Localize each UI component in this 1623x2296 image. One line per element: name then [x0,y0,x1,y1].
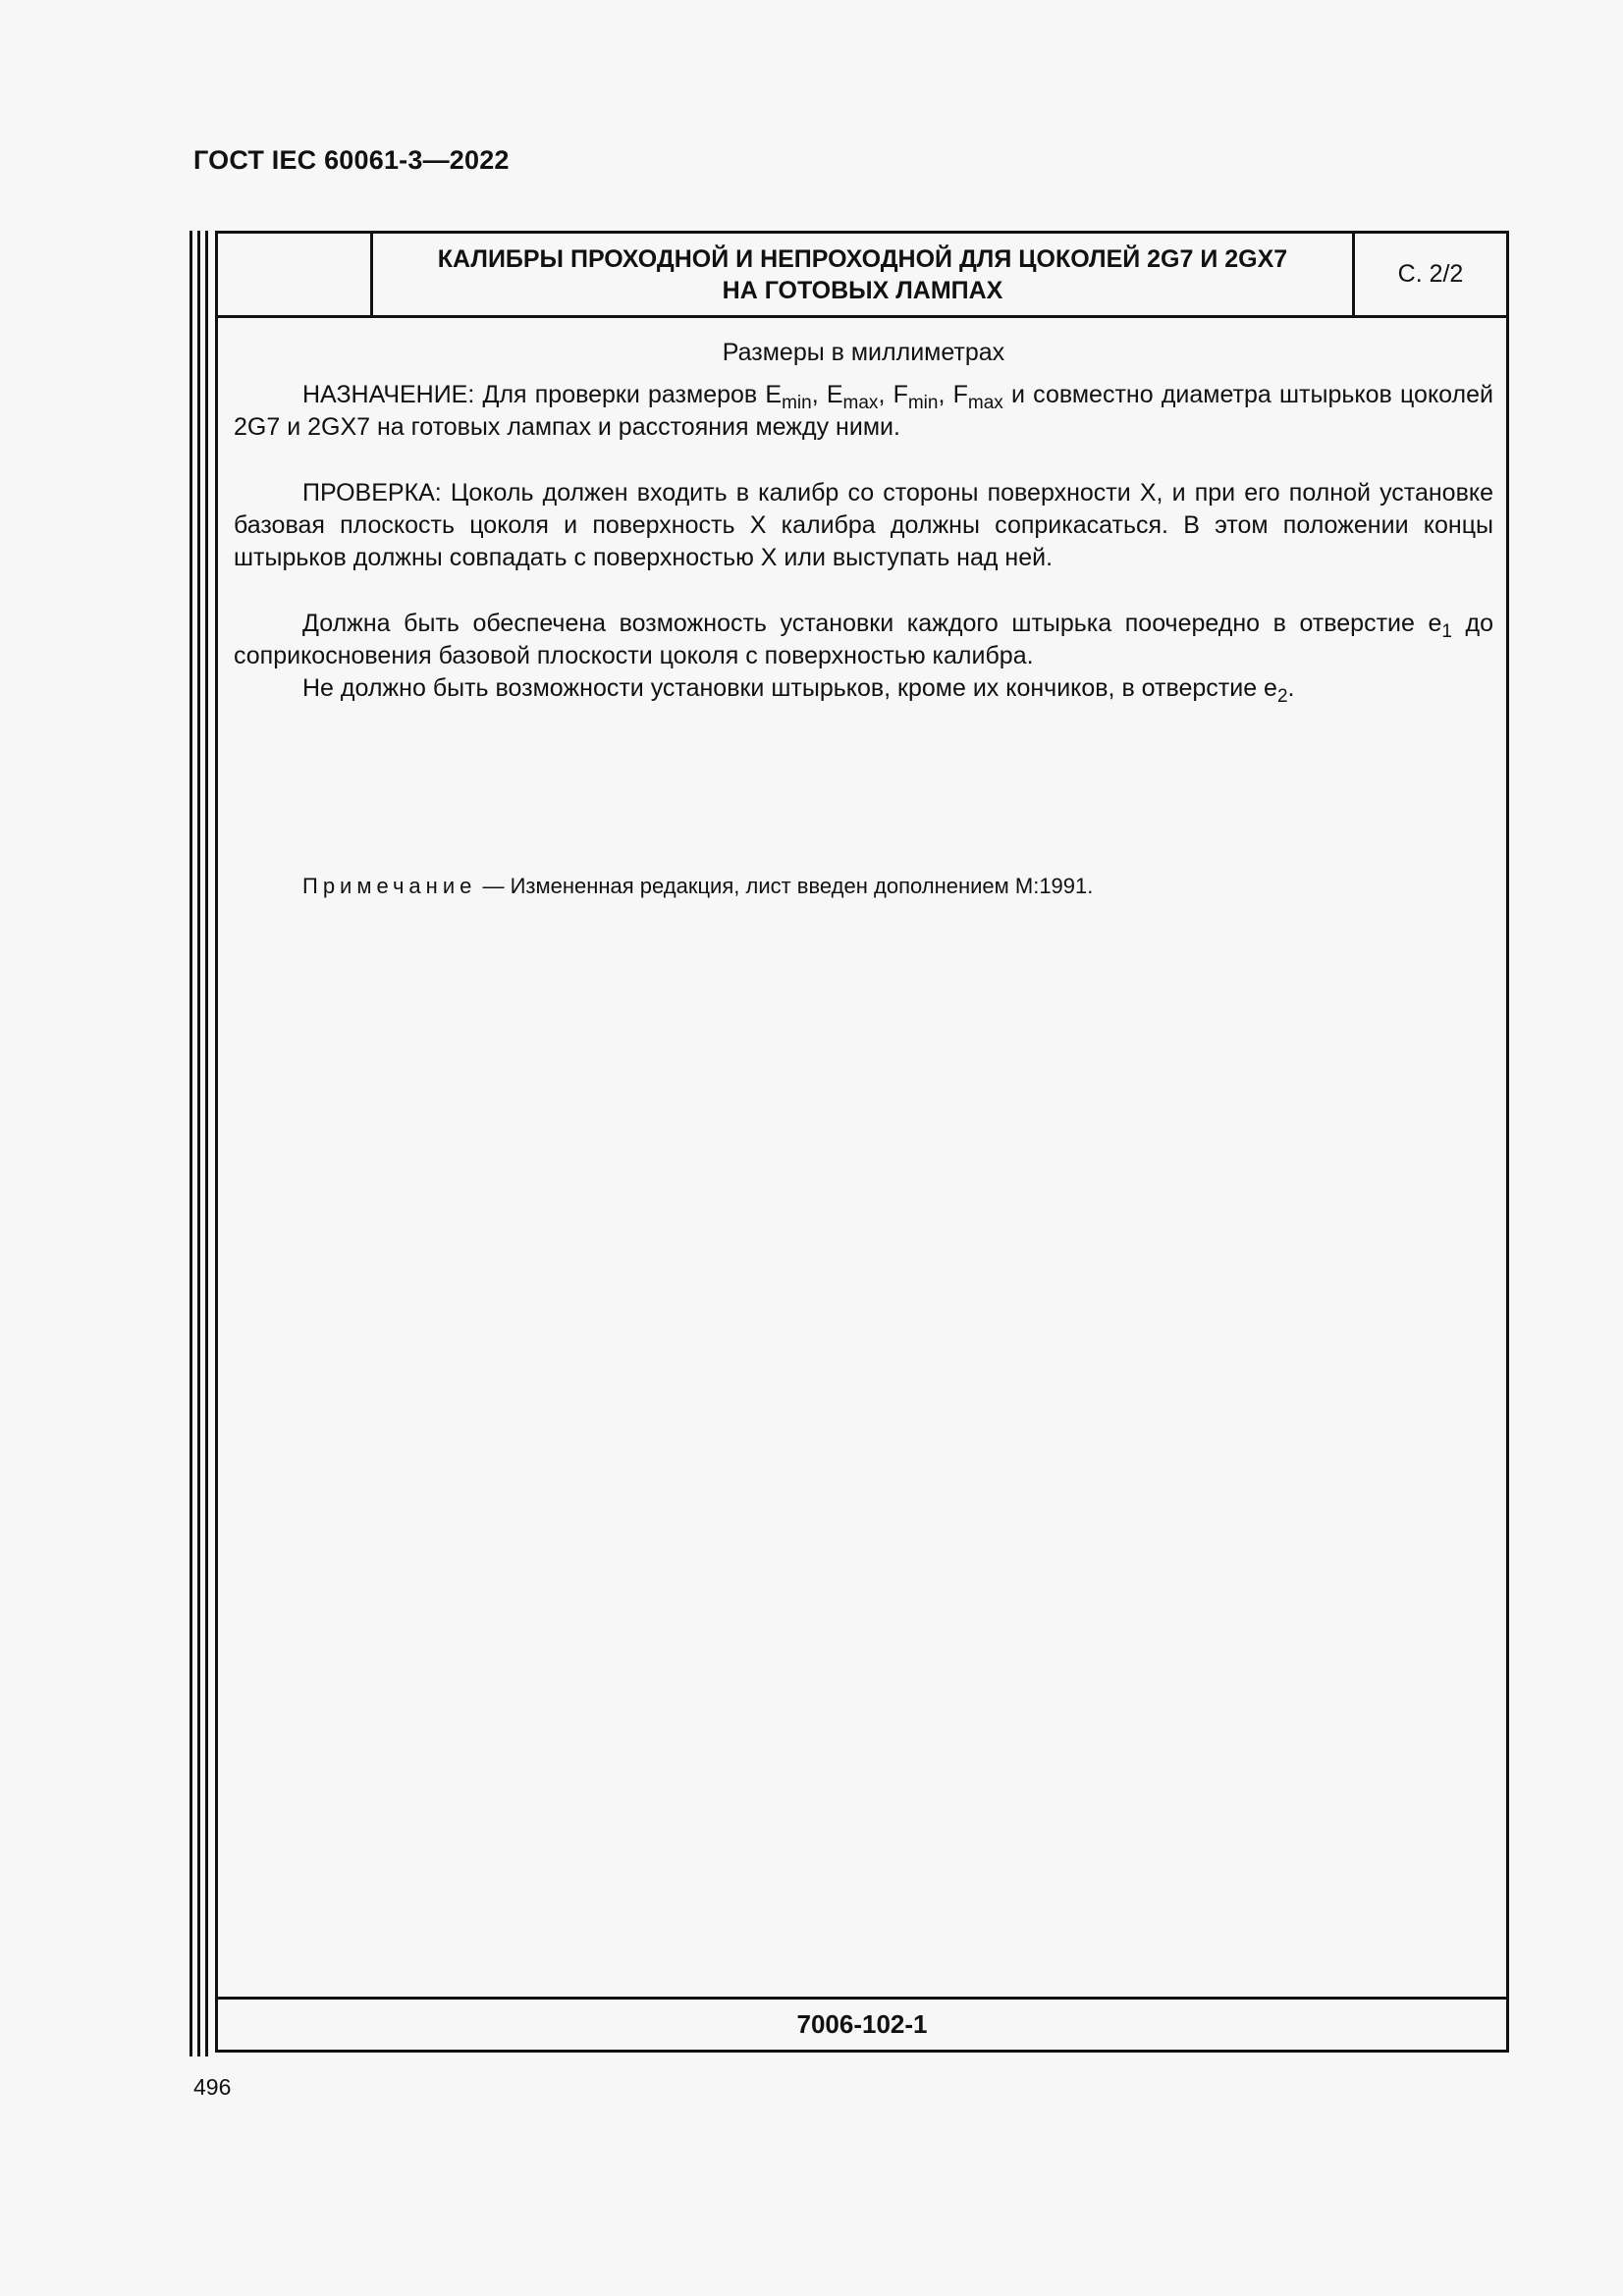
purpose-text: и совместно диаметра штырьков цоколей 2G7 и 2GX7 на готовых лампах и расстояния между ними. [234,381,1493,441]
paragraph-gap [234,574,1493,608]
sheet-title [373,234,1355,315]
purpose-text: , F [878,381,908,408]
subscript: min [782,393,812,413]
sheet-title-line-1: КАЛИБРЫ ПРОХОДНОЙ И НЕПРОХОДНОЙ ДЛЯ ЦОКОЛЕЙ 2G7 И 2GX7 [437,244,1288,273]
subscript: 2 [1276,686,1288,707]
title-blank-cell [218,234,373,315]
purpose-text: , F [938,381,968,408]
subscript: max [967,393,1003,413]
sheet-number: 7006-102-1 [218,1997,1506,2050]
subscript: max [842,393,879,413]
purpose-paragraph [234,379,1493,444]
insert-text: Должна быть обеспечена возможность установки каждого штырька поочередно в отверстие e [302,610,1442,637]
note-label: Примечание [302,874,477,898]
title-row [218,234,1506,318]
page-reference: С. 2/2 [1397,260,1464,288]
no-insert-text: . [1287,674,1295,702]
check-paragraph: ПРОВЕРКА: Цоколь должен входить в калибр со стороны поверхности X, и при его полной установке базовая плоскость цоколя и поверхность X калибра должны соприкасаться. В этом положении концы штырьков должны совпадать с поверхностью X или выступать над ней. [234,479,1493,571]
note [234,872,1493,901]
subscript: 1 [1441,621,1452,642]
note-text: — Измененная редакция, лист введен дополнением M:1991. [476,874,1094,898]
subscript: min [907,393,939,413]
binding-line [189,231,192,2056]
purpose-text: , E [811,381,843,408]
no-insert-text: Не должно быть возможности установки штырьков, кроме их кончиков, в отверстие e [302,674,1277,702]
document-header: ГОСТ IEC 60061-3—2022 [193,145,510,175]
units-caption: Размеры в миллиметрах [722,339,1005,366]
purpose-text: НАЗНАЧЕНИЕ: Для проверки размеров E [302,381,783,408]
sheet-frame [215,231,1509,2053]
binding-line [205,231,208,2056]
paragraph-gap [234,444,1493,477]
sheet-title-line-2: НА ГОТОВЫХ ЛАМПАХ [722,276,1003,304]
insert-paragraph [234,608,1493,672]
sheet-content [234,318,1493,901]
insert-text: до соприкосновения базовой плоскости цоколя с поверхностью калибра. [234,610,1493,669]
page-number: 496 [193,2074,232,2100]
binding-line [197,231,200,2056]
no-insert-paragraph [234,672,1493,705]
